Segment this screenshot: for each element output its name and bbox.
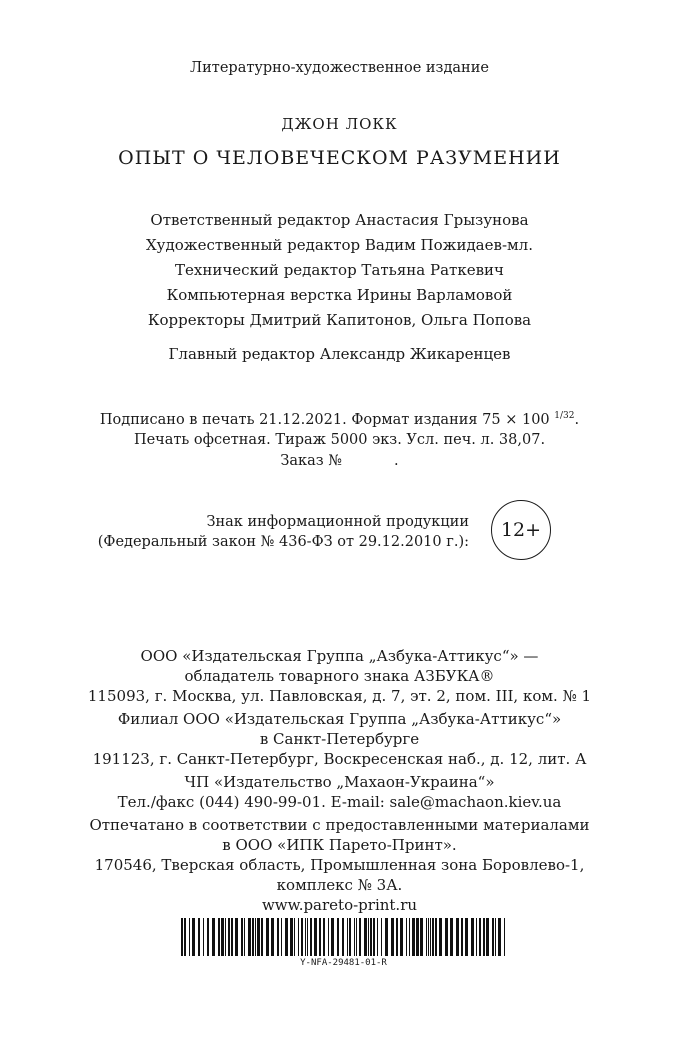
- barcode-bar: [498, 918, 501, 956]
- credit-line: Технический редактор Татьяна Раткевич: [175, 261, 504, 279]
- barcode-bar: [235, 918, 238, 956]
- barcode-bar: [221, 918, 224, 956]
- barcode-bar: [310, 918, 312, 956]
- order-end: .: [394, 453, 399, 469]
- barcode-bar: [198, 918, 200, 956]
- chief-editor: Главный редактор Александр Жикаренцев: [168, 345, 511, 363]
- barcode-bar: [385, 918, 388, 956]
- barcode-bar: [241, 918, 243, 956]
- barcode-bar: [504, 918, 505, 956]
- credit-line: Компьютерная верстка Ирины Варламовой: [166, 286, 513, 304]
- publisher-line: в Санкт-Петербурге: [259, 730, 420, 748]
- barcode-bar: [381, 918, 382, 956]
- barcode-bar: [261, 918, 263, 956]
- barcode-bar: [331, 918, 334, 956]
- barcode-bar: [307, 918, 308, 956]
- book-title: ОПЫТ О ЧЕЛОВЕЧЕСКОМ РАЗУМЕНИИ: [118, 147, 561, 169]
- publisher-line: 170546, Тверская область, Промышленная зона Боровлево-1,: [94, 856, 585, 874]
- publisher-line: Тел./факс (044) 490-99-01. E-mail: sale@machaon.kiev.ua: [117, 793, 562, 811]
- barcode-bar: [396, 918, 398, 956]
- barcode-bar: [319, 918, 321, 956]
- barcode-bar: [184, 918, 186, 956]
- barcode-bar: [426, 918, 427, 956]
- credit-line: Художественный редактор Вадим Пожидаев-мл.: [146, 236, 533, 254]
- barcode-bar: [301, 918, 303, 956]
- barcode-bar: [406, 918, 407, 956]
- publisher-line: ООО «Издательская Группа „Азбука-Аттикус“» —: [140, 647, 539, 665]
- info-sign-line2: (Федеральный закон № 436-ФЗ от 29.12.2010 г.):: [97, 534, 469, 550]
- barcode-bar: [342, 918, 344, 956]
- barcode-bar: [181, 918, 183, 956]
- barcode-bar: [492, 918, 494, 956]
- barcode-bar: [231, 918, 233, 956]
- info-sign-text: [0, 512, 469, 552]
- barcode-bar: [290, 918, 293, 956]
- publisher-line: 191123, г. Санкт-Петербург, Воскресенская наб., д. 12, лит. А: [92, 750, 587, 768]
- publisher-line: www.pareto-print.ru: [261, 896, 418, 914]
- barcode-bar: [212, 918, 215, 956]
- barcode-bar: [432, 918, 434, 956]
- barcode-bar: [281, 918, 282, 956]
- barcode-bar: [349, 918, 351, 956]
- barcode-bar: [354, 918, 355, 956]
- barcode-bar: [412, 918, 415, 956]
- barcode-text: Y-NFA-29481-01-R: [300, 958, 387, 968]
- barcode-bar: [328, 918, 329, 956]
- barcode-bar: [420, 918, 423, 956]
- barcode-bar: [277, 918, 279, 956]
- order-number: [0, 453, 679, 469]
- age-rating-text: 12+: [500, 519, 542, 541]
- barcode-bar: [471, 918, 474, 956]
- print-info-line1: [0, 411, 679, 428]
- barcode-bar: [483, 918, 485, 956]
- print-info-text: Подписано в печать 21.12.2021. Формат издания 75 × 100: [99, 412, 550, 428]
- barcode-bar: [225, 918, 226, 956]
- print-info-line2: Печать офсетная. Тираж 5000 экз. Усл. печ. л. 38,07.: [133, 432, 546, 448]
- barcode-bar: [495, 918, 496, 956]
- barcode-bar: [479, 918, 481, 956]
- publisher-line: 115093, г. Москва, ул. Павловская, д. 7, эт. 2, пом. III, ком. № 1: [87, 687, 592, 705]
- barcode-bar: [305, 918, 306, 956]
- publisher-line: в ООО «ИПК Парето-Принт».: [222, 836, 457, 854]
- barcode-bar: [461, 918, 463, 956]
- barcode-bar: [400, 918, 403, 956]
- barcode-bar: [285, 918, 288, 956]
- barcode-bar: [370, 918, 372, 956]
- publisher-line: ЧП «Издательство „Махаон-Украина“»: [184, 773, 495, 791]
- barcode-bar: [377, 918, 378, 956]
- barcode-bar: [435, 918, 437, 956]
- barcode-bar: [323, 918, 325, 956]
- barcode-bar: [428, 918, 429, 956]
- publisher-line: обладатель товарного знака АЗБУКА®: [184, 667, 495, 685]
- barcode-bar: [368, 918, 369, 956]
- publisher-line: Отпечатано в соответствии с предоставленными материалами: [89, 816, 590, 834]
- barcode-bar: [439, 918, 442, 956]
- credit-line: Ответственный редактор Анастасия Грызунова: [150, 211, 529, 229]
- publisher-line: комплекс № 3А.: [276, 876, 403, 894]
- barcode-bar: [450, 918, 453, 956]
- credit-line: Корректоры Дмитрий Капитонов, Ольга Попова: [147, 311, 532, 329]
- barcode-bar: [430, 918, 431, 956]
- barcode-bar: [248, 918, 251, 956]
- barcode-bar: [486, 918, 489, 956]
- info-sign-line1: Знак информационной продукции: [206, 514, 469, 530]
- barcode-bar: [192, 918, 195, 956]
- barcode-bar: [409, 918, 410, 956]
- barcode-bar: [228, 918, 230, 956]
- barcode-bar: [476, 918, 477, 956]
- barcode-bar: [218, 918, 220, 956]
- barcode-bar: [266, 918, 269, 956]
- barcode-bar: [364, 918, 367, 956]
- barcode-bar: [257, 918, 260, 956]
- age-rating-badge: [491, 500, 551, 560]
- barcode-bar: [456, 918, 459, 956]
- barcode-bar: [207, 918, 209, 956]
- barcode-bar: [373, 918, 375, 956]
- barcode-bar: [244, 918, 245, 956]
- barcode-bar: [314, 918, 317, 956]
- barcode-bar: [294, 918, 295, 956]
- barcode-bar: [445, 918, 448, 956]
- barcode-bar: [337, 918, 339, 956]
- barcode-bar: [203, 918, 204, 956]
- author-name: ДЖОН ЛОКК: [281, 115, 398, 133]
- barcode-bar: [298, 918, 299, 956]
- publisher-line: Филиал ООО «Издательская Группа „Азбука-Аттикус“»: [117, 710, 562, 728]
- barcode-bar: [359, 918, 361, 956]
- order-label: Заказ №: [280, 453, 342, 469]
- barcode-bar: [391, 918, 394, 956]
- print-info-end: .: [574, 412, 580, 428]
- barcode-bar: [252, 918, 254, 956]
- format-fraction: 1/32: [554, 411, 575, 421]
- barcode-bar: [465, 918, 468, 956]
- barcode: [181, 918, 506, 956]
- barcode-bar: [347, 918, 348, 956]
- barcode-bar: [271, 918, 274, 956]
- barcode-bar: [255, 918, 256, 956]
- barcode-bar: [189, 918, 190, 956]
- barcode-bar: [356, 918, 357, 956]
- barcode-bar: [416, 918, 419, 956]
- edition-type: Литературно-художественное издание: [190, 60, 489, 76]
